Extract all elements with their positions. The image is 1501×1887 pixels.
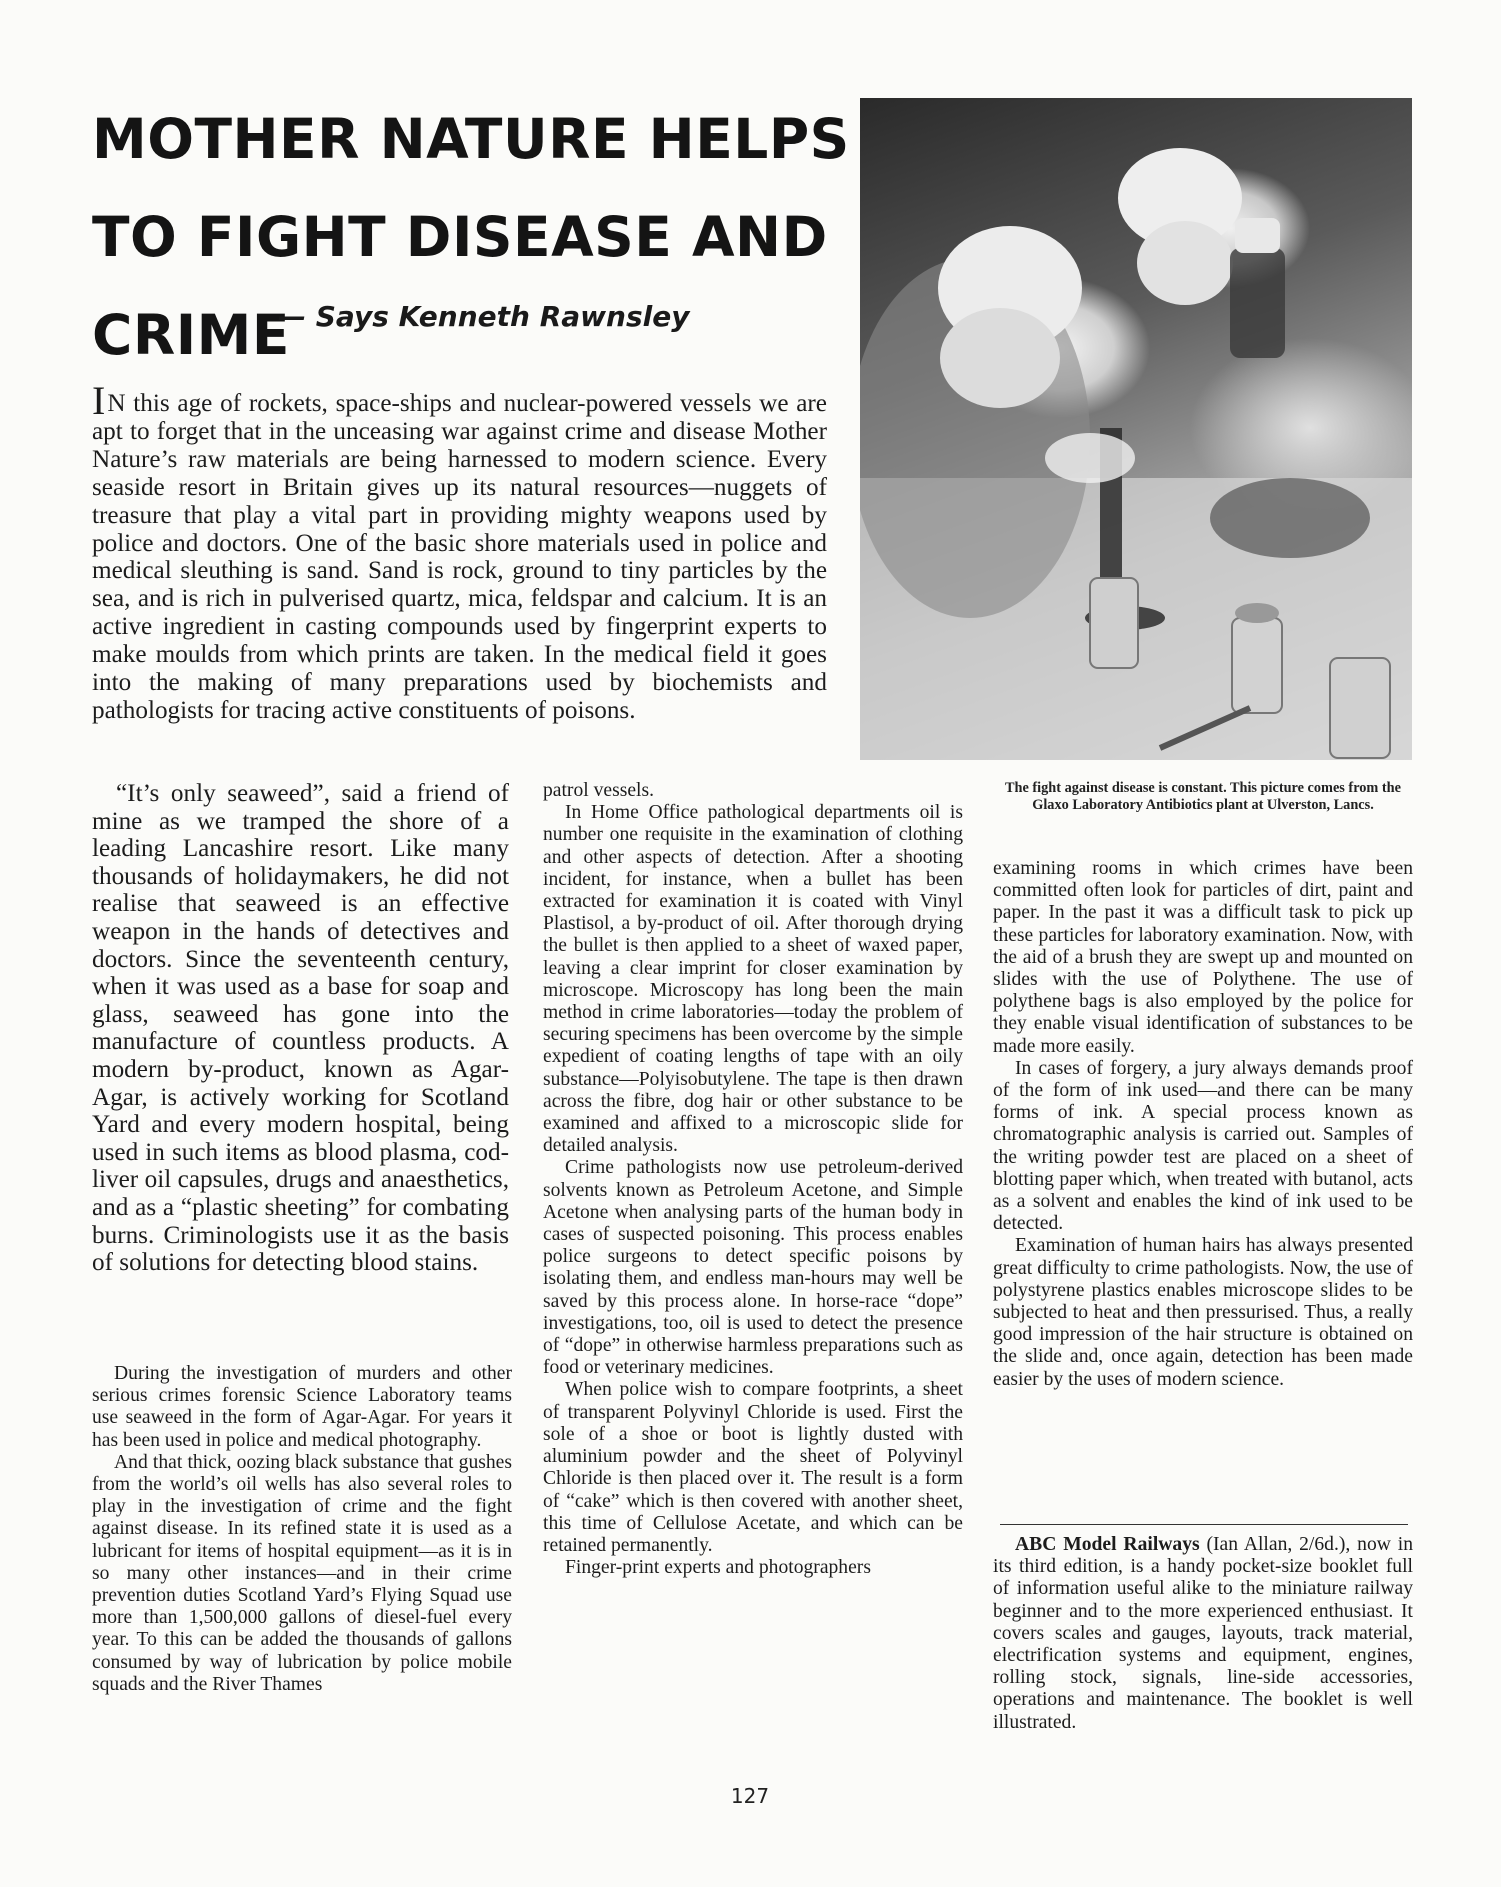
drop-cap: I: [92, 378, 106, 423]
paragraph-fingerprint-continued: examining rooms in which crimes have been committed often look for particles of dirt, paint and paper. In the past it was a difficult task to pick up these particles for laboratory examination. Now, with the aid of a brush they are swept up and mounted on slides with the use of Polythene. The use of polythene bags is also employed by the police for they enable visual identification of substances to be made more easily.: [993, 858, 1413, 1057]
paragraph-forensic: During the investigation of murders and other serious crimes forensic Science Laboratory teams use seaweed in the form of Agar-Agar. For years it has been used in police and medical photography.: [92, 1363, 512, 1451]
paragraph-forgery: In cases of forgery, a jury always demands proof of the form of ink used—and there can be many forms of ink. A special process known as chromatographic analysis is carried out. Samples of the writing powder test are placed on a sheet of blotting paper which, when treated with butanol, acts as a solvent and enables the kind of ink used to be detected.: [993, 1057, 1413, 1235]
review-text: (Ian Allan, 2/6d.), now in its third edition, is a handy pocket-size booklet full of information useful alike to the miniature railway beginner and to the more experienced enthusiast. It covers scales and gauges, layouts, track material, electrification systems and equipment, engines, rolling stock, signals, line-side accessories, operations and maintenance. The booklet is well illustrated.: [993, 1534, 1413, 1733]
paragraph-fingerprint-start: Finger-print experts and photographers: [565, 1557, 871, 1579]
article-title: MOTHER NATURE HELPS TO FIGHT DISEASE AND CRIME: [92, 107, 850, 367]
column-3: [993, 858, 1413, 1391]
column-2: [543, 780, 963, 1579]
paragraph-hairs: Examination of human hairs has always presented great difficulty to crime pathologists. Now, the use of polystyrene plastics enables microscope slides to be subjected to heat and then pressurised. Thus, a really good impression of the hair structure is obtained on the slide and, once again, detection has been made easier by the uses of modern science.: [993, 1235, 1413, 1390]
review-book-title: ABC Model Railways: [1015, 1534, 1200, 1555]
divider-rule: [1000, 1524, 1408, 1525]
paragraph-patrol: patrol vessels.: [543, 780, 655, 801]
column-1-lower: [92, 1363, 512, 1696]
photo-caption: The fight against disease is constant. This picture comes from the Glaxo Laboratory Antibiotics plant at Ulverston, Lancs.: [1005, 780, 1401, 813]
review-paragraph: [993, 1534, 1413, 1734]
book-review: [993, 1534, 1413, 1734]
lead-paragraph: [92, 378, 827, 725]
paragraph-seaweed: “It’s only seaweed”, said a friend of mine as we tramped the shore of a leading Lancashire resort. Like many thousands of holidaymakers, he did not realise that seaweed is an effective weapon in the hands of detectives and doctors. Since the seventeenth century, when it was used as a base for soap and glass, seaweed has gone into the manufacture of countless products. A modern by-product, known as Agar-Agar, is actively working for Scotland Yard and every modern hospital, being used in such items as blood plasma, cod-liver oil capsules, drugs and anaesthetics, and as a “plastic sheeting” for combating burns. Criminologists use it as the basis of solutions for detecting blood stains.: [92, 780, 509, 1277]
byline: — Says Kenneth Rawnsley: [278, 300, 690, 333]
laboratory-photo: [860, 98, 1412, 760]
page-number: 127: [730, 1784, 770, 1808]
paragraph-pathologists: Crime pathologists now use petroleum-derived solvents known as Petroleum Acetone, and Simple Acetone when analysing parts of the human body in cases of suspected poisoning. This process enables police surgeons to detect specific poisons by isolating them, and endless man-hours may well be saved by this process alone. In horse-race “dope” investigations, too, oil is used to detect the presence of “dope” in otherwise harmless preparations such as food or veterinary medicines.: [543, 1157, 963, 1379]
lead-text: N this age of rockets, space-ships and nuclear-powered vessels we are apt to forget that in the unceasing war against crime and disease Mother Nature’s raw materials are being harnessed to modern science. Every seaside resort in Britain gives up its natural resources—nuggets of treasure that play a vital part in providing mighty weapons used by police and doctors. One of the basic shore materials used in police and medical sleuthing is sand. Sand is rock, ground to tiny particles by the sea, and is rich in pulverised quartz, mica, feldspar and calcium. It is an active ingredient in casting compounds used by fingerprint experts to make moulds from which prints are taken. In the medical field it goes into the making of many preparations used by biochemists and pathologists for tracing active constituents of poisons.: [92, 390, 827, 724]
paragraph-home-office: In Home Office pathological departments oil is number one requisite in the examination of clothing and other aspects of detection. After a shooting incident, for instance, when a bullet has been extracted for examination it is coated with Vinyl Plastisol, a by-product of oil. After thorough drying the bullet is then applied to a sheet of waxed paper, leaving a clear imprint for closer examination by microscope. Microscopy has long been the main method in crime laboratories—today the problem of securing specimens has been overcome by the simple expedient of coating lengths of tape with an oily substance—Polyisobutylene. The tape is then drawn across the fibre, dog hair or other substance to be examined and affixed to a microscopic slide for detailed analysis.: [543, 802, 963, 1157]
laboratory-scene-illustration: [860, 98, 1412, 760]
paragraph-footprints: When police wish to compare footprints, a sheet of transparent Polyvinyl Chloride is used. First the sole of a shoe or boot is lightly dusted with aluminium powder and the sheet of Polyvinyl Chloride is then placed over it. The result is a form of “cake” which is then covered with another sheet, this time of Cellulose Acetate, and which can be retained permanently.: [543, 1379, 963, 1556]
paragraph-oil: And that thick, oozing black substance that gushes from the world’s oil wells has also several roles to play in the investigation of crime and the fight against disease. In its refined state it is used as a lubricant for items of hospital equipment—as it is in so many other instances—and in their crime prevention duties Scotland Yard’s Flying Squad use more than 1,500,000 gallons of diesel-fuel every year. To this can be added the thousands of gallons consumed by way of lubrication by police mobile squads and the River Thames: [92, 1451, 512, 1695]
